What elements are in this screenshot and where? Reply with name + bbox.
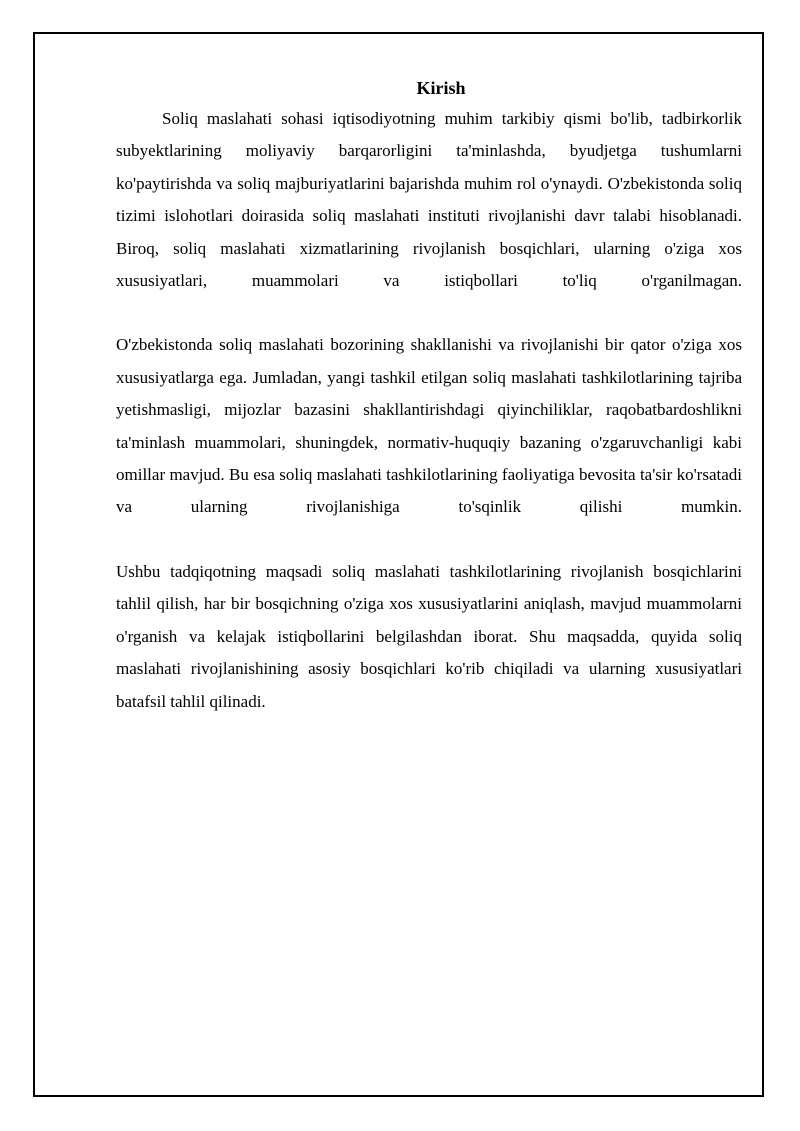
paragraph-spacer [116, 524, 742, 556]
paragraph-intro: Soliq maslahati sohasi iqtisodiyotning muhim tarkibiy qismi bo'lib, tadbirkorlik subyektlarining moliyaviy barqarorligini ta'minlashda, byudjetga tushumlarni ko'paytirishda va soliq majburiyatlarini bajarishda muhim rol o'ynaydi. O'zbekistonda soliq tizimi islohotlari doirasida soliq maslahati instituti rivojlanishi davr talabi hisoblanadi. Biroq, soliq maslahati xizmatlarining rivojlanish bosqichlari, ularning o'ziga xos xususiyatlari, muammolari va istiqbollari to'liq o'rganilmagan. [116, 109, 742, 291]
document-body [116, 75, 742, 718]
document-title: Kirish [416, 78, 466, 98]
paragraph-spacer [116, 297, 742, 329]
paragraph-research-goal: Ushbu tadqiqotning maqsadi soliq maslahati tashkilotlarining rivojlanish bosqichlarini tahlil qilish, har bir bosqichning o'ziga xos xususiyatlarini aniqlash, mavjud muammolarni o'rganish va kelajak istiqbollarini belgilashdan iborat. Shu maqsadda, quyida soliq maslahati rivojlanishining asosiy bosqichlari ko'rib chiqiladi va ularning xususiyatlari batafsil tahlil qilinadi. [116, 561, 742, 711]
paragraph-market-features: O'zbekistonda soliq maslahati bozorining shakllanishi va rivojlanishi bir qator o'ziga xos xususiyatlarga ega. Jumladan, yangi tashkil etilgan soliq maslahati tashkilotlarining tajriba yetishmasligi, mijozlar bazasini shakllantirishdagi qiyinchiliklar, raqobatbardoshlikni ta'minlash muammolari, shuningdek, normativ-huquqiy bazaning o'zgaruvchanligi kabi omillar mavjud. Bu esa soliq maslahati tashkilotlarining faoliyatiga bevosita ta'sir ko'rsatadi va ularning rivojlanishiga to'sqinlik qilishi mumkin. [116, 335, 742, 517]
